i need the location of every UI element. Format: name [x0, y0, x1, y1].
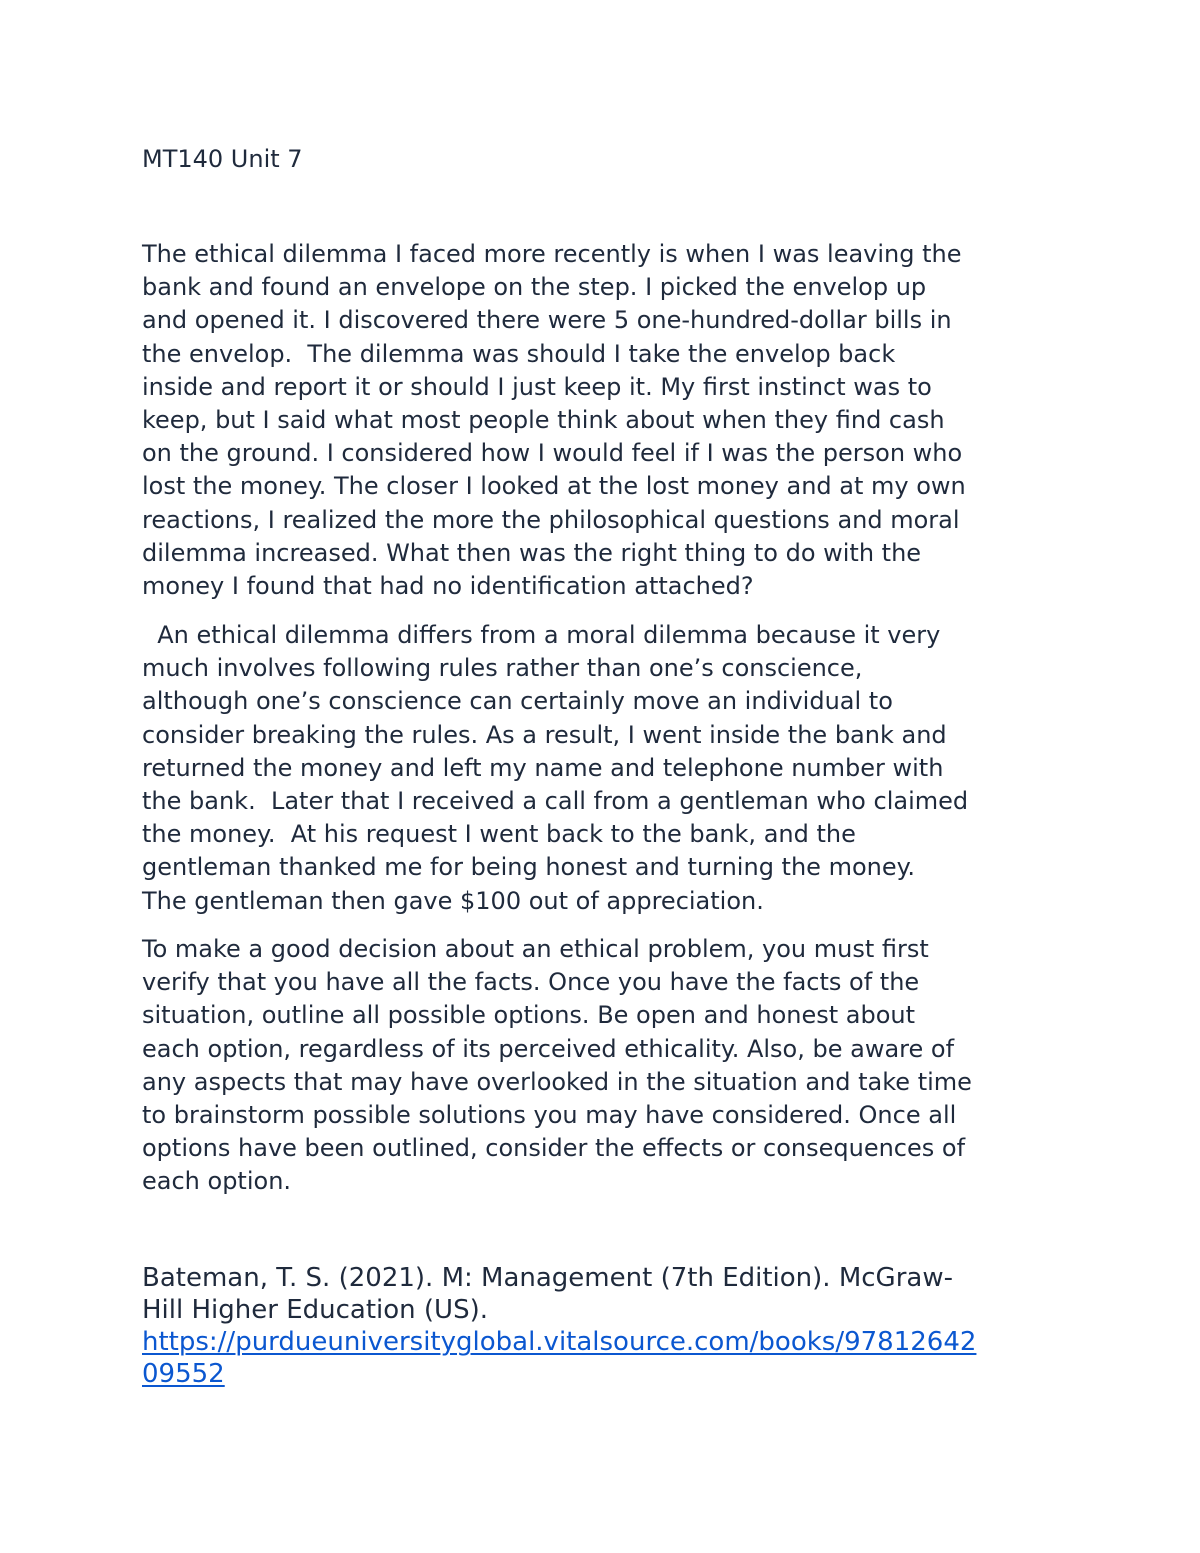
paragraph-2	[142, 619, 1072, 918]
paragraph-1	[142, 238, 1072, 603]
reference-link[interactable]: https://purdueuniversityglobal.vitalsource.com/books/97812642	[142, 1327, 977, 1357]
paragraph-line: each option.	[142, 1167, 292, 1196]
paragraph-line: although one’s conscience can certainly move an individual to	[142, 687, 893, 716]
paragraph-3	[142, 933, 1072, 1199]
paragraph-line: bank and found an envelope on the step. I picked the envelop up	[142, 273, 927, 302]
paragraph-line: any aspects that may have overlooked in the situation and take time	[142, 1067, 972, 1096]
paragraph-line: consider breaking the rules. As a result, I went inside the bank and	[142, 720, 947, 749]
paragraph-line: and opened it. I discovered there were 5 one-hundred-dollar bills in	[142, 306, 952, 335]
reference-line: Bateman, T. S. (2021). M: Management (7th Edition). McGraw-	[142, 1263, 953, 1293]
paragraph-line: The ethical dilemma I faced more recently is when I was leaving the	[142, 240, 962, 268]
paragraph-line: The gentleman then gave $100 out of appreciation.	[142, 886, 764, 915]
paragraph-line: reactions, I realized the more the philosophical questions and moral	[142, 505, 960, 534]
paragraph-line: inside and report it or should I just keep it. My first instinct was to	[142, 372, 932, 401]
paragraph-line: dilemma increased. What then was the right thing to do with the	[142, 538, 922, 567]
paragraph-line: gentleman thanked me for being honest and turning the money.	[142, 853, 916, 882]
paragraph-line: An ethical dilemma differs from a moral dilemma because it very	[142, 621, 941, 649]
paragraph-line: on the ground. I considered how I would feel if I was the person who	[142, 439, 963, 468]
reference-citation	[142, 1262, 976, 1390]
paragraph-line: verify that you have all the facts. Once you have the facts of the	[142, 968, 920, 997]
paragraph-line: money I found that had no identification attached?	[142, 572, 754, 601]
paragraph-line: lost the money. The closer I looked at the lost money and at my own	[142, 472, 966, 501]
reference-link[interactable]: 09552	[142, 1359, 225, 1389]
paragraph-line: the money. At his request I went back to the bank, and the	[142, 820, 856, 849]
paragraph-line: situation, outline all possible options. Be open and honest about	[142, 1001, 916, 1030]
paragraph-line: to brainstorm possible solutions you may have considered. Once all	[142, 1101, 957, 1130]
paragraph-line: options have been outlined, consider the effects or consequences of	[142, 1134, 966, 1163]
paragraph-line: the envelop. The dilemma was should I take the envelop back	[142, 339, 896, 368]
document-title: MT140 Unit 7	[142, 145, 303, 173]
paragraph-line: returned the money and left my name and telephone number with	[142, 753, 944, 782]
paragraph-line: the bank. Later that I received a call from a gentleman who claimed	[142, 787, 969, 816]
paragraph-line: keep, but I said what most people think about when they find cash	[142, 406, 945, 435]
reference-line: Hill Higher Education (US).	[142, 1295, 488, 1325]
paragraph-line: each option, regardless of its perceived ethicality. Also, be aware of	[142, 1034, 955, 1063]
paragraph-line: To make a good decision about an ethical problem, you must first	[142, 935, 929, 963]
paragraph-line: much involves following rules rather than one’s conscience,	[142, 654, 863, 683]
